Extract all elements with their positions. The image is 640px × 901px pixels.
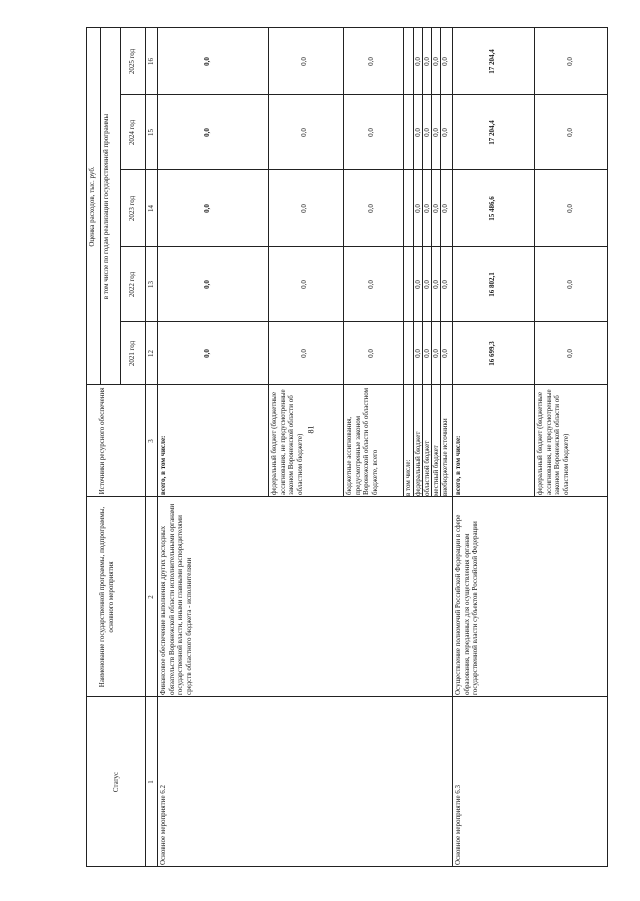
header-index: 13 bbox=[147, 281, 155, 288]
column-line bbox=[86, 696, 607, 697]
value-sub: 0,0 bbox=[423, 204, 431, 213]
label-federal: федеральный бюджет bbox=[414, 431, 422, 496]
value-total: 0,0 bbox=[203, 349, 211, 358]
status-6-2: Основное мероприятие 6.2 bbox=[159, 784, 167, 865]
label-federal-unprovided: федеральный бюджет (бюджетные ассигнования, не предусмотренные законом Воронежской области об областном бюджете) bbox=[536, 389, 570, 495]
value-total: 0,0 bbox=[203, 280, 211, 289]
value-total: 17 204,4 bbox=[488, 120, 496, 145]
value-sub: 0,0 bbox=[423, 57, 431, 66]
label-total: всего, в том числе: bbox=[159, 435, 167, 495]
value-federal-unprovided: 0,0 bbox=[300, 349, 308, 358]
value-sub: 0,0 bbox=[441, 349, 449, 358]
label-federal-unprovided: федеральный бюджет (бюджетные ассигнования, не предусмотренные законом Воронежской области об областном бюджете) bbox=[270, 389, 304, 495]
header-year-2021: 2021 год bbox=[128, 340, 136, 367]
header-index: 15 bbox=[147, 129, 155, 136]
value-federal-unprovided: 0,0 bbox=[300, 280, 308, 289]
header-by-years: в том числе по годам реализации государственной программы bbox=[102, 113, 110, 300]
value-total: 17 204,4 bbox=[488, 49, 496, 74]
value-sub: 0,0 bbox=[441, 280, 449, 289]
value-sub: 0,0 bbox=[414, 204, 422, 213]
header-year-2025: 2025 год bbox=[128, 48, 136, 75]
header-source: Источники ресурсного обеспечения bbox=[98, 387, 106, 495]
page-number: 81 bbox=[306, 425, 316, 434]
header-year-2024: 2024 год bbox=[128, 119, 136, 146]
status-6-3: Основное мероприятие 6.3 bbox=[454, 784, 462, 865]
value-sub: 0,0 bbox=[441, 204, 449, 213]
value-total: 0,0 bbox=[203, 128, 211, 137]
value-sub: 0,0 bbox=[423, 128, 431, 137]
value-sub: 0,0 bbox=[414, 57, 422, 66]
value-sub: 0,0 bbox=[414, 128, 422, 137]
value-sub: 0,0 bbox=[423, 349, 431, 358]
label-extra: внебюджетные источники bbox=[441, 418, 449, 496]
value-federal-unprovided: 0,0 bbox=[300, 204, 308, 213]
value-law-provided: 0,0 bbox=[367, 128, 375, 137]
value-total: 0,0 bbox=[203, 204, 211, 213]
header-index: 3 bbox=[147, 439, 155, 443]
value-law-provided: 0,0 bbox=[367, 280, 375, 289]
value-law-provided: 0,0 bbox=[367, 57, 375, 66]
value-sub: 0,0 bbox=[432, 128, 440, 137]
header-index: 2 bbox=[147, 595, 155, 599]
header-year-2023: 2023 год bbox=[128, 195, 136, 222]
value-law-provided: 0,0 bbox=[367, 204, 375, 213]
header-estimate: Оценка расходов, тыс. руб. bbox=[88, 166, 96, 247]
row-line bbox=[452, 28, 453, 867]
value-federal-unprovided: 0,0 bbox=[566, 57, 574, 66]
label-total: всего, в том числе: bbox=[454, 435, 462, 495]
value-total: 16 699,3 bbox=[488, 341, 496, 366]
value-total: 15 486,6 bbox=[488, 196, 496, 221]
table-border-left bbox=[86, 866, 607, 867]
value-federal-unprovided: 0,0 bbox=[566, 349, 574, 358]
name-6-3: Осуществление полномочий Российской Федерации в сфере образования, переданных для осуществления органам государственной власти субъектов Российской Федерации bbox=[454, 514, 479, 695]
value-federal-unprovided: 0,0 bbox=[566, 128, 574, 137]
header-year-2022: 2022 год bbox=[128, 271, 136, 298]
value-sub: 0,0 bbox=[432, 349, 440, 358]
header-index: 14 bbox=[147, 205, 155, 212]
value-federal-unprovided: 0,0 bbox=[300, 57, 308, 66]
value-sub: 0,0 bbox=[432, 280, 440, 289]
value-federal-unprovided: 0,0 bbox=[300, 128, 308, 137]
value-sub: 0,0 bbox=[441, 57, 449, 66]
header-name: Наименование государственной программы, подпрограммы, основного мероприятия bbox=[98, 506, 115, 688]
label-local: местный бюджет bbox=[432, 445, 440, 496]
value-federal-unprovided: 0,0 bbox=[566, 280, 574, 289]
value-sub: 0,0 bbox=[432, 57, 440, 66]
value-sub: 0,0 bbox=[432, 204, 440, 213]
label-including: в том числе: bbox=[404, 459, 412, 496]
label-law-provided: бюджетные ассигнования, предусмотренные законом Воронежской области об областном бюджете, всего bbox=[345, 387, 379, 495]
header-index: 1 bbox=[147, 780, 155, 784]
label-oblast: областной бюджет bbox=[423, 440, 431, 496]
header-index: 16 bbox=[147, 58, 155, 65]
table-border-top bbox=[86, 28, 87, 867]
header-status: Статус bbox=[112, 771, 120, 793]
header-line bbox=[120, 28, 121, 385]
value-total: 16 802,1 bbox=[488, 272, 496, 297]
value-sub: 0,0 bbox=[414, 349, 422, 358]
column-line bbox=[86, 496, 607, 497]
value-sub: 0,0 bbox=[414, 280, 422, 289]
value-law-provided: 0,0 bbox=[367, 349, 375, 358]
column-line bbox=[86, 384, 607, 385]
value-total: 0,0 bbox=[203, 57, 211, 66]
name-6-2: Финансовое обеспечение выполнения других расходных обязательств Воронежской области исполнительными органами государственной власти, иными главными распорядителями средств областного бюджета - исполнителями bbox=[159, 503, 193, 695]
table-border-right bbox=[86, 27, 608, 28]
header-index: 12 bbox=[147, 350, 155, 357]
header-line bbox=[100, 28, 101, 385]
value-sub: 0,0 bbox=[423, 280, 431, 289]
value-sub: 0,0 bbox=[441, 128, 449, 137]
value-federal-unprovided: 0,0 bbox=[566, 204, 574, 213]
